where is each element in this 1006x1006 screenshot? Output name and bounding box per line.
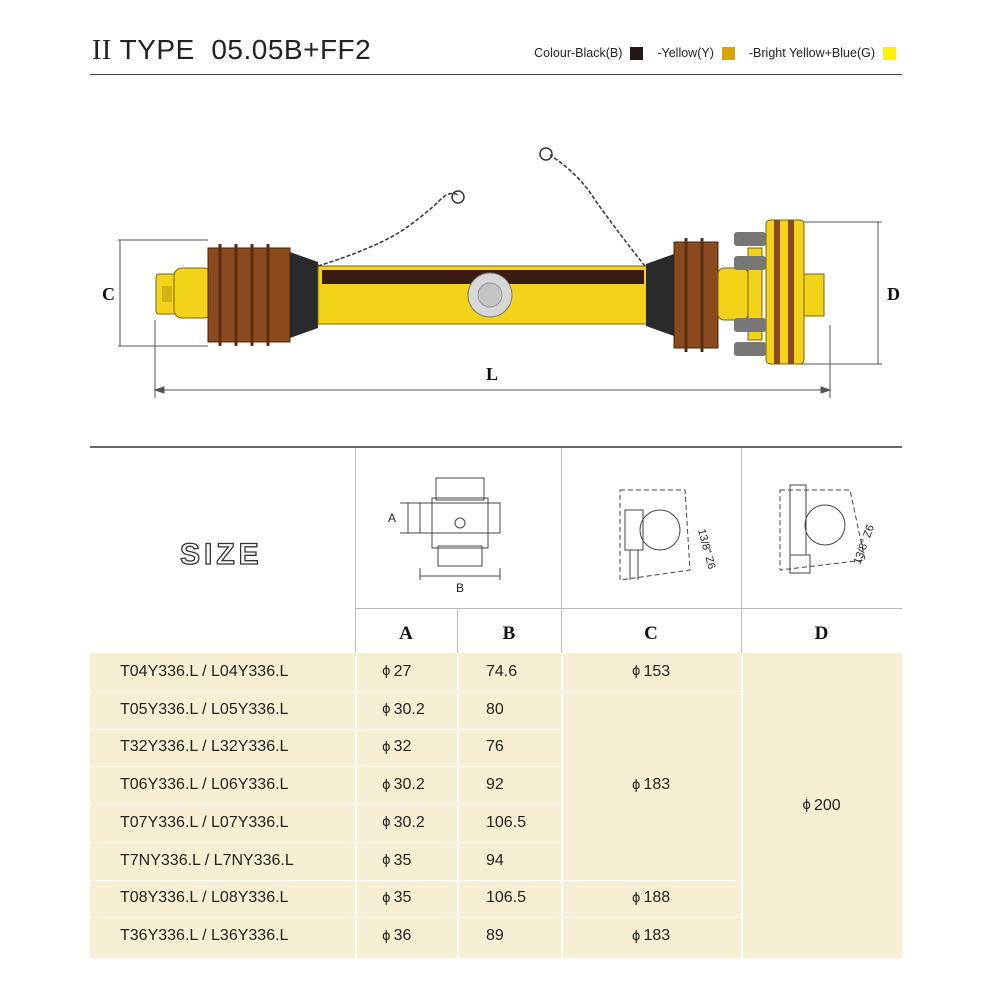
size-label: SIZE — [180, 538, 263, 571]
spline-text-d: 13/8" Z6 — [851, 523, 877, 567]
cross-label-a: A — [388, 511, 397, 525]
b-cell: 106.5 — [486, 889, 527, 907]
spline-diagram-d — [760, 470, 890, 600]
colour-bright-yellow-label: -Bright Yellow+Blue(G) — [748, 46, 875, 60]
model-cell: T04Y336.L / L04Y336.L — [120, 662, 289, 680]
spec-rows — [90, 653, 902, 958]
cross-diagram — [380, 468, 540, 598]
c-cell — [561, 653, 741, 691]
phi-symbol: ϕ — [802, 798, 811, 813]
type-name: TYPE 05.05B+FF2 — [119, 34, 372, 65]
a-cell — [382, 842, 411, 880]
dim-l-label: L — [486, 364, 499, 384]
model-cell: T07Y336.L / L07Y336.L — [120, 813, 289, 831]
left-chain — [318, 193, 458, 266]
model-cell: T36Y336.L / L36Y336.L — [120, 927, 289, 945]
a-value: 36 — [393, 927, 412, 945]
a-cell — [382, 766, 425, 804]
pto-shaft-drawing — [90, 140, 902, 410]
colour-yellow-label: -Yellow(Y) — [657, 46, 714, 60]
model-cell: T7NY336.L / L7NY336.L — [120, 851, 294, 869]
dim-d-label: D — [887, 284, 900, 304]
c-cell — [561, 691, 741, 880]
a-value: 35 — [393, 889, 412, 907]
right-guard — [646, 238, 718, 352]
phi-symbol: ϕ — [382, 739, 391, 755]
phi-symbol: ϕ — [631, 890, 641, 906]
black-swatch — [630, 47, 643, 60]
page-header — [90, 30, 902, 75]
a-cell — [382, 880, 411, 918]
phi-symbol: ϕ — [382, 702, 391, 718]
spline-diagram-c — [590, 470, 720, 600]
model-cell: T08Y336.L / L08Y336.L — [120, 889, 289, 907]
yellow-swatch — [722, 47, 735, 60]
right-chain — [550, 155, 645, 266]
model-cell: T06Y336.L / L06Y336.L — [120, 776, 289, 794]
col-head-b: B — [502, 623, 516, 644]
b-cell: 80 — [486, 700, 504, 718]
d-cell — [741, 653, 902, 958]
colour-black-label: Colour-Black(B) — [534, 46, 623, 60]
a-value: 32 — [393, 738, 412, 756]
model-cell: T05Y336.L / L05Y336.L — [120, 700, 289, 718]
colour-black — [534, 46, 643, 60]
model-cell: T32Y336.L / L32Y336.L — [120, 738, 289, 756]
a-cell — [382, 729, 411, 767]
dim-c-label: C — [102, 284, 115, 304]
colour-yellow — [657, 46, 735, 60]
a-cell — [382, 917, 411, 955]
a-value: 35 — [393, 851, 412, 869]
d-value: 200 — [813, 796, 841, 814]
c-cell — [561, 917, 741, 955]
c-cell — [561, 880, 741, 918]
left-guard — [208, 244, 318, 346]
friction-clutch — [734, 220, 824, 364]
b-cell: 76 — [486, 738, 504, 756]
grid-line — [355, 608, 902, 609]
colour-legend — [520, 46, 896, 60]
colour-bright-yellow — [749, 46, 896, 60]
phi-symbol: ϕ — [382, 815, 391, 831]
b-cell: 106.5 — [486, 813, 527, 831]
col-separator — [355, 653, 357, 958]
c-value: 183 — [643, 927, 671, 945]
col-head-a: A — [399, 623, 413, 644]
a-value: 30.2 — [393, 700, 425, 718]
section-numeral: II — [92, 35, 112, 66]
b-cell: 74.6 — [486, 662, 518, 680]
phi-symbol: ϕ — [382, 928, 391, 944]
a-value: 30.2 — [393, 813, 425, 831]
left-yoke — [156, 268, 212, 318]
phi-symbol: ϕ — [631, 664, 641, 680]
spline-text-c: 13/8" Z6 — [695, 527, 718, 571]
a-value: 27 — [393, 662, 412, 680]
phi-symbol: ϕ — [631, 928, 641, 944]
b-cell: 89 — [486, 927, 504, 945]
phi-symbol: ϕ — [382, 890, 391, 906]
col-head-c: C — [644, 623, 658, 644]
a-cell — [382, 691, 425, 729]
phi-symbol: ϕ — [382, 664, 391, 680]
a-value: 30.2 — [393, 776, 425, 794]
c-value: 153 — [643, 662, 671, 680]
c-value: 183 — [643, 776, 671, 794]
right-yoke — [718, 268, 748, 320]
col-separator — [457, 653, 459, 958]
type-title — [92, 34, 371, 67]
c-value: 188 — [643, 889, 671, 907]
phi-symbol: ϕ — [382, 777, 391, 793]
spec-table — [90, 448, 902, 960]
b-cell: 92 — [486, 776, 504, 794]
col-head-d: D — [814, 623, 829, 644]
bright-yellow-swatch — [883, 47, 896, 60]
cross-label-b: B — [456, 581, 465, 595]
b-cell: 94 — [486, 851, 504, 869]
a-cell — [382, 804, 425, 842]
phi-symbol: ϕ — [631, 777, 641, 793]
a-cell — [382, 653, 411, 691]
phi-symbol: ϕ — [382, 853, 391, 869]
